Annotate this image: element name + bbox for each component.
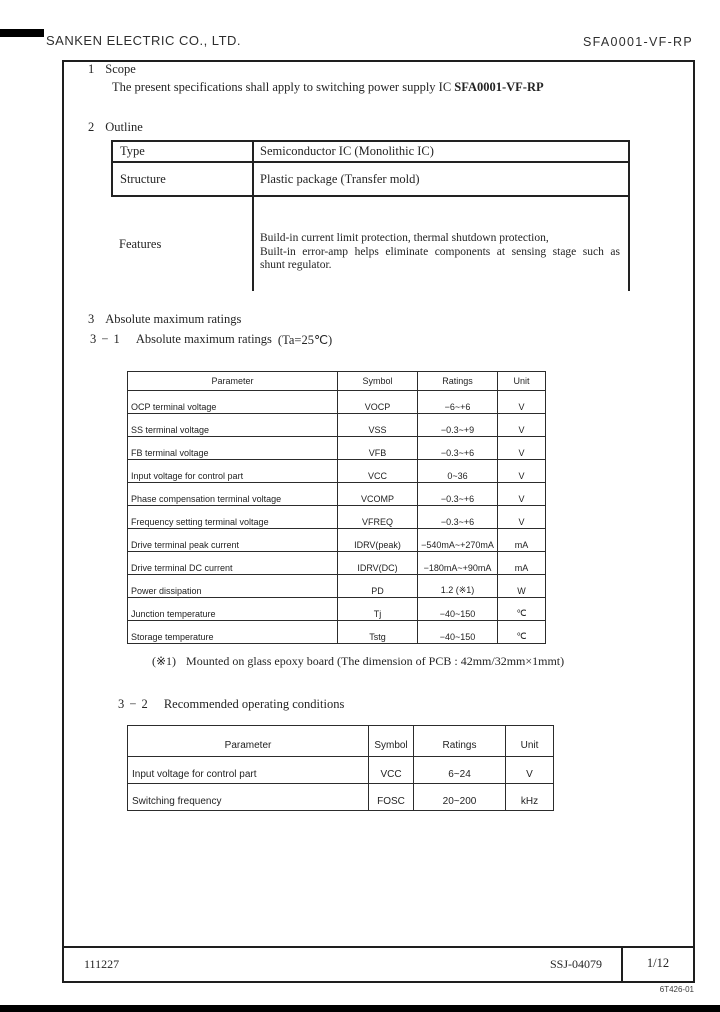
col-header-parameter: Parameter [128, 372, 338, 391]
parameter-cell: FB terminal voltage [128, 437, 338, 460]
footer-form-code: 6T426-01 [659, 985, 694, 994]
scope-body-text: The present specifications shall apply to switching power supply IC [112, 80, 452, 94]
ratings-cell: −40~150 [418, 621, 498, 644]
parameter-cell: Input voltage for control part [128, 757, 369, 784]
parameter-cell: Drive terminal peak current [128, 529, 338, 552]
features-line-2: Built-in error-amp helps eliminate components at sensing stage such as [260, 245, 620, 258]
table-row [128, 529, 546, 552]
outline-features-value [253, 196, 629, 291]
recommended-heading [118, 697, 344, 712]
parameter-cell: Power dissipation [128, 575, 338, 598]
symbol-cell: FOSC [369, 784, 414, 811]
table-row [128, 621, 546, 644]
ratings-cell: 0~36 [418, 460, 498, 483]
abs-max-sub-title: Absolute maximum ratings [135, 332, 272, 346]
symbol-cell: VOCP [338, 391, 418, 414]
outline-row-structure [112, 162, 629, 196]
ratings-cell: −40~150 [418, 598, 498, 621]
symbol-cell: Tj [338, 598, 418, 621]
unit-cell: ℃ [498, 598, 546, 621]
symbol-cell: VCOMP [338, 483, 418, 506]
footer-date-code: 111227 [84, 957, 120, 971]
symbol-cell: VFREQ [338, 506, 418, 529]
parameter-cell: Drive terminal DC current [128, 552, 338, 575]
abs-max-note [152, 654, 564, 669]
scan-artifact-bottom-bar [0, 1005, 720, 1012]
scope-body-part-number: SFA0001-VF-RP [454, 80, 544, 94]
ratings-cell: −540mA~+270mA [418, 529, 498, 552]
ratings-cell: 1.2 (※1) [418, 575, 498, 598]
outline-structure-value: Plastic package (Transfer mold) [253, 162, 629, 196]
ratings-cell: 20~200 [414, 784, 506, 811]
ratings-cell: 6~24 [414, 757, 506, 784]
abs-max-number: 3 [88, 312, 95, 326]
ratings-cell: −0.3~+6 [418, 437, 498, 460]
table-row [128, 598, 546, 621]
unit-cell: V [498, 437, 546, 460]
unit-cell: V [498, 506, 546, 529]
col-header-ratings: Ratings [418, 372, 498, 391]
table-header-row [128, 726, 554, 757]
company-name: SANKEN ELECTRIC CO., LTD. [46, 33, 242, 48]
col-header-unit: Unit [506, 726, 554, 757]
col-header-parameter: Parameter [128, 726, 369, 757]
scope-number: 1 [88, 62, 95, 76]
footer-document-number: SSJ-04079 [549, 957, 602, 971]
note-reference-mark: (※1) [152, 654, 177, 668]
parameter-cell: OCP terminal voltage [128, 391, 338, 414]
features-line-1: Build-in current limit protection, thermal shutdown protection, [260, 232, 549, 245]
unit-cell: V [498, 460, 546, 483]
symbol-cell: IDRV(peak) [338, 529, 418, 552]
parameter-cell: SS terminal voltage [128, 414, 338, 437]
unit-cell: W [498, 575, 546, 598]
ratings-cell: −0.3~+6 [418, 506, 498, 529]
outline-row-features [112, 196, 629, 291]
unit-cell: V [498, 391, 546, 414]
scope-title: Scope [105, 62, 136, 76]
unit-cell: mA [498, 529, 546, 552]
note-text: Mounted on glass epoxy board (The dimension of PCB : 42mm/32mm×1mmt) [186, 654, 565, 668]
outline-features-label: Features [119, 236, 162, 251]
unit-cell: V [506, 757, 554, 784]
parameter-cell: Junction temperature [128, 598, 338, 621]
parameter-cell: Phase compensation terminal voltage [128, 483, 338, 506]
recommended-title: Recommended operating conditions [163, 697, 345, 711]
abs-max-condition: (Ta=25℃) [277, 333, 333, 347]
scan-artifact-top-left [0, 29, 44, 37]
col-header-ratings: Ratings [414, 726, 506, 757]
footer-page-indicator: 1/12 [646, 956, 670, 970]
recommended-table [127, 725, 554, 811]
symbol-cell: IDRV(DC) [338, 552, 418, 575]
abs-max-sub-heading [90, 332, 332, 348]
unit-cell: mA [498, 552, 546, 575]
ratings-cell: −0.3~+9 [418, 414, 498, 437]
table-row [128, 506, 546, 529]
col-header-unit: Unit [498, 372, 546, 391]
unit-cell: V [498, 483, 546, 506]
table-row [128, 460, 546, 483]
unit-cell: kHz [506, 784, 554, 811]
scope-heading [88, 62, 136, 77]
symbol-cell: PD [338, 575, 418, 598]
parameter-cell: Frequency setting terminal voltage [128, 506, 338, 529]
table-row [128, 391, 546, 414]
table-row [128, 784, 554, 811]
outline-table [111, 140, 630, 291]
outline-type-value: Semiconductor IC (Monolithic IC) [253, 141, 629, 162]
abs-max-sub-number: 3 − 1 [90, 332, 121, 346]
parameter-cell: Storage temperature [128, 621, 338, 644]
symbol-cell: VFB [338, 437, 418, 460]
part-number: SFA0001-VF-RP [583, 35, 693, 49]
symbol-cell: VSS [338, 414, 418, 437]
outline-row-type [112, 141, 629, 162]
table-row [128, 552, 546, 575]
footer-divider-line [62, 946, 695, 948]
unit-cell: ℃ [498, 621, 546, 644]
ratings-cell: −6~+6 [418, 391, 498, 414]
recommended-number: 3 − 2 [118, 697, 149, 711]
table-row [128, 414, 546, 437]
outline-type-label: Type [112, 141, 253, 162]
table-row [128, 483, 546, 506]
table-header-row [128, 372, 546, 391]
symbol-cell: VCC [369, 757, 414, 784]
col-header-symbol: Symbol [338, 372, 418, 391]
outline-heading [88, 120, 143, 135]
table-row [128, 575, 546, 598]
col-header-symbol: Symbol [369, 726, 414, 757]
features-line-3: shunt regulator. [260, 259, 332, 272]
unit-cell: V [498, 414, 546, 437]
abs-max-table [127, 371, 546, 644]
outline-number: 2 [88, 120, 95, 134]
table-row [128, 757, 554, 784]
parameter-cell: Input voltage for control part [128, 460, 338, 483]
ratings-cell: −180mA~+90mA [418, 552, 498, 575]
outline-structure-label: Structure [112, 162, 253, 196]
table-row [128, 437, 546, 460]
symbol-cell: Tstg [338, 621, 418, 644]
symbol-cell: VCC [338, 460, 418, 483]
scope-body [112, 80, 672, 95]
outline-title: Outline [105, 120, 143, 134]
parameter-cell: Switching frequency [128, 784, 369, 811]
ratings-cell: −0.3~+6 [418, 483, 498, 506]
abs-max-title: Absolute maximum ratings [105, 312, 242, 326]
abs-max-heading [88, 312, 241, 327]
